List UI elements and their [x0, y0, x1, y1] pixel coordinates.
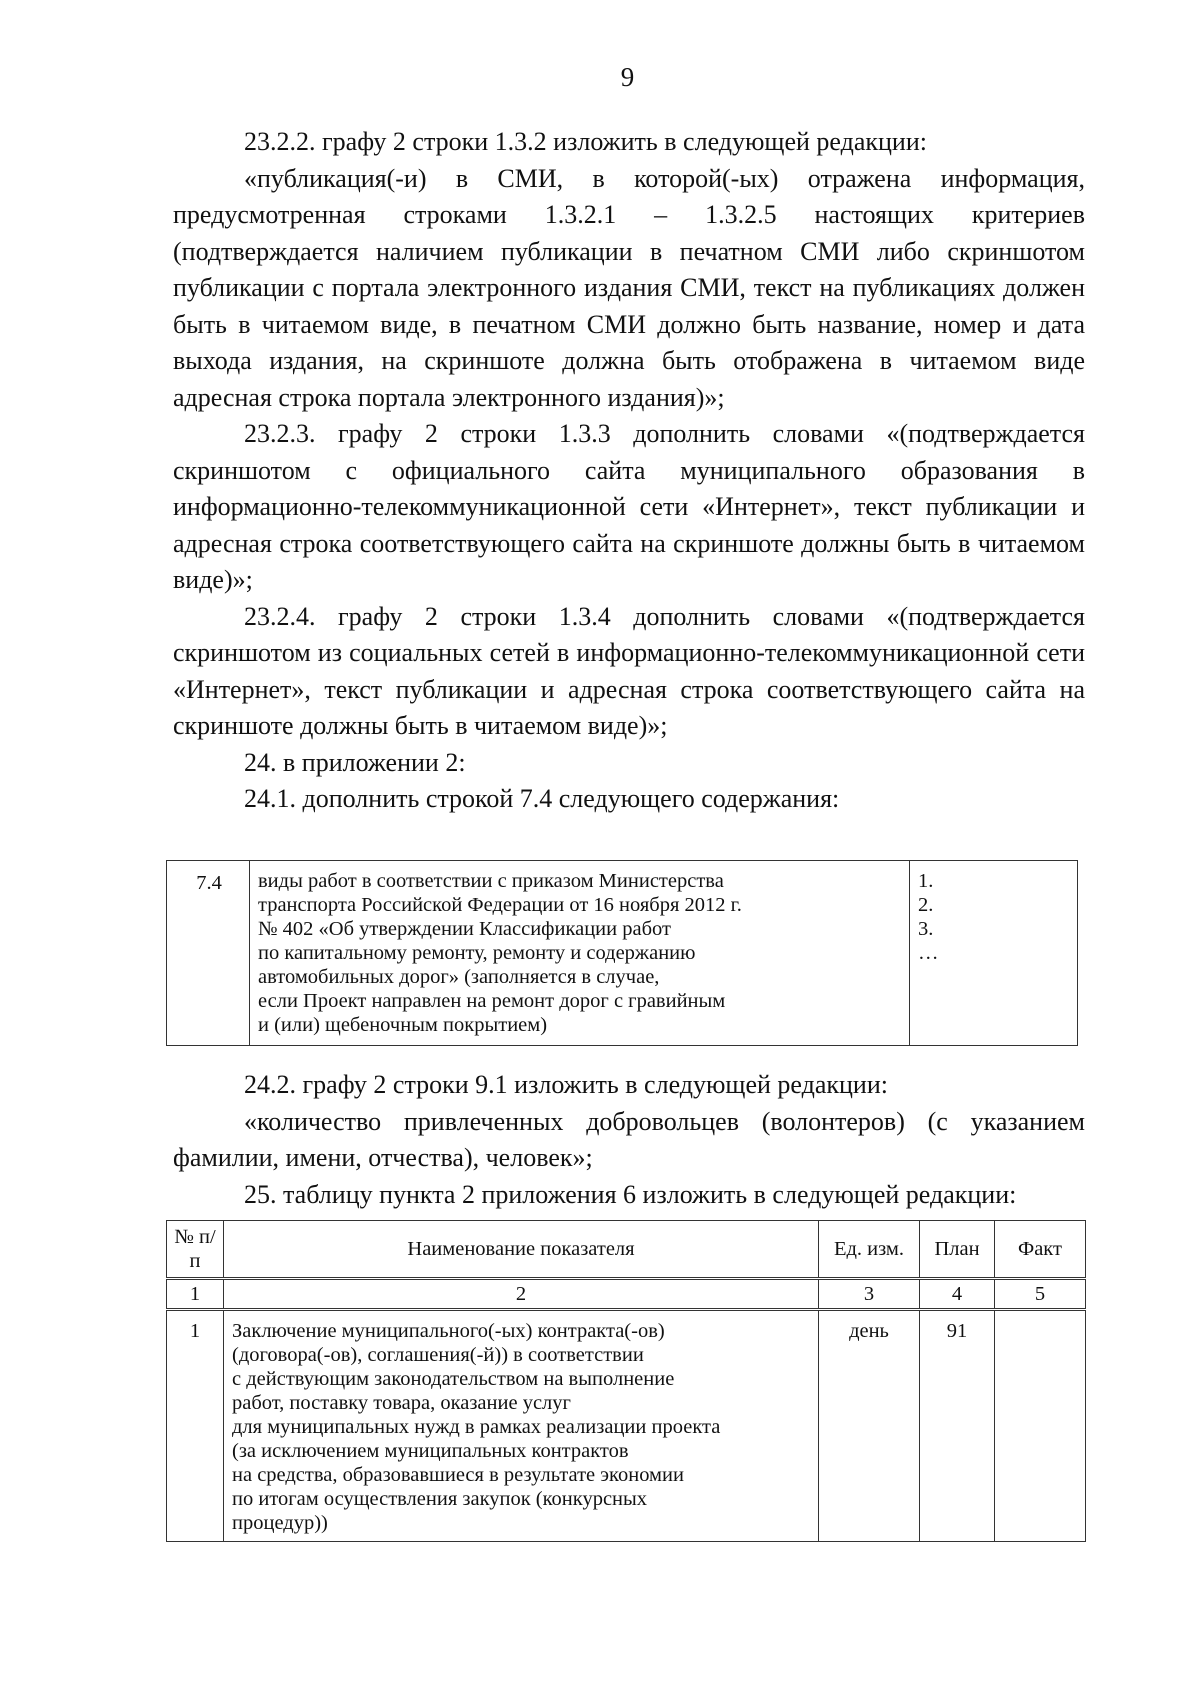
paragraph: 24.1. дополнить строкой 7.4 следующего содержания: [244, 784, 840, 813]
indicators-table [166, 1220, 1086, 1542]
list-item: … [918, 942, 939, 964]
page-number: 9 [620, 62, 635, 92]
paragraph: «публикация(-и) в СМИ, в которой(-ых) отражена информация, предусмотренная строками 1.3.2.1 – 1.3.2.5 настоящих критериев (подтверждается наличием публикации в печатном СМИ либо скриншотом публикации с портала электронного издания СМИ, текст на публикациях должен быть в читаемом виде, в печатном СМИ должно быть название, номер и дата выхода издания, на скриншоте должна быть отображена в читаемом виде адресная строка портала электронного издания)»; [173, 163, 1085, 412]
body-text-middle [173, 1067, 1085, 1213]
cell-unit: день [819, 1310, 920, 1542]
text-line: по итогам осуществления закупок (конкурсных [232, 1488, 648, 1510]
text-line: № 402 «Об утверждении Классификации работ [258, 918, 671, 940]
text-line: (договора(-ов), соглашения(-й)) в соответствии [232, 1344, 644, 1366]
list-item: 2. [918, 894, 934, 916]
table-row [167, 861, 1078, 1046]
header-unit: Ед. изм. [819, 1221, 920, 1279]
column-number: 1 [167, 1279, 224, 1310]
text-line: для муниципальных нужд в рамках реализации проекта [232, 1416, 721, 1438]
paragraph: 23.2.3. графу 2 строки 1.3.3 дополнить словами «(подтверждается скриншотом с официального сайта муниципального образования в информационно-телекоммуникационной сети «Интернет», текст публикации и адресная строка соответствующего сайта на скриншоте должны быть в читаемом виде)»; [173, 419, 1085, 594]
column-number: 4 [920, 1279, 995, 1310]
text-line: по капитальному ремонту, ремонту и содержанию [258, 942, 696, 964]
cell-fact [995, 1310, 1086, 1542]
text-line: автомобильных дорог» (заполняется в случае, [258, 966, 660, 988]
text-line: процедур)) [232, 1512, 328, 1534]
text-line: и (или) щебеночным покрытием) [258, 1014, 548, 1036]
paragraph: 25. таблицу пункта 2 приложения 6 изложить в следующей редакции: [244, 1179, 1017, 1209]
text-line: если Проект направлен на ремонт дорог с гравийным [258, 990, 726, 1012]
column-number: 3 [819, 1279, 920, 1310]
text-line: с действующим законодательством на выполнение [232, 1368, 675, 1390]
text-line: на средства, образовавшиеся в результате экономии [232, 1464, 684, 1486]
row-number-cell: 7.4 [167, 861, 250, 1046]
list-item: 1. [918, 870, 934, 892]
row-7-4-table [166, 860, 1078, 1046]
paragraph: «количество привлеченных добровольцев (волонтеров) (с указанием фамилии, имени, отчества), человек»; [173, 1106, 1085, 1172]
paragraph: 23.2.4. графу 2 строки 1.3.4 дополнить словами «(подтверждается скриншотом из социальных сетей в информационно-телекоммуникационной сети «Интернет», текст публикации и адресная строка соответствующего сайта на скриншоте должны быть в читаемом виде)»; [173, 601, 1085, 740]
row-text-cell [250, 861, 910, 1046]
paragraph: 24. в приложении 2: [244, 747, 466, 777]
header-fact: Факт [995, 1221, 1086, 1279]
header-no: № п/п [167, 1221, 224, 1279]
table-row [167, 1310, 1086, 1542]
header-row [167, 1221, 1086, 1279]
column-number: 2 [224, 1279, 819, 1310]
cell-name [224, 1310, 819, 1542]
column-number-row [167, 1279, 1086, 1310]
text-line: (за исключением муниципальных контрактов [232, 1440, 629, 1462]
text-line: работ, поставку товара, оказание услуг [232, 1392, 571, 1414]
text-line: виды работ в соответствии с приказом Министерства [258, 870, 724, 892]
list-item: 3. [918, 918, 934, 940]
row-list-cell [910, 861, 1078, 1046]
header-plan: План [920, 1221, 995, 1279]
cell-no: 1 [167, 1310, 224, 1542]
text-line: транспорта Российской Федерации от 16 ноября 2012 г. [258, 894, 742, 916]
cell-plan: 91 [920, 1310, 995, 1542]
text-line: Заключение муниципального(-ых) контракта(-ов) [232, 1320, 665, 1342]
body-text-top [173, 124, 1085, 818]
paragraph: 24.2. графу 2 строки 9.1 изложить в следующей редакции: [244, 1070, 888, 1099]
column-number: 5 [995, 1279, 1086, 1310]
header-name: Наименование показателя [224, 1221, 819, 1279]
paragraph: 23.2.2. графу 2 строки 1.3.2 изложить в следующей редакции: [244, 127, 927, 156]
